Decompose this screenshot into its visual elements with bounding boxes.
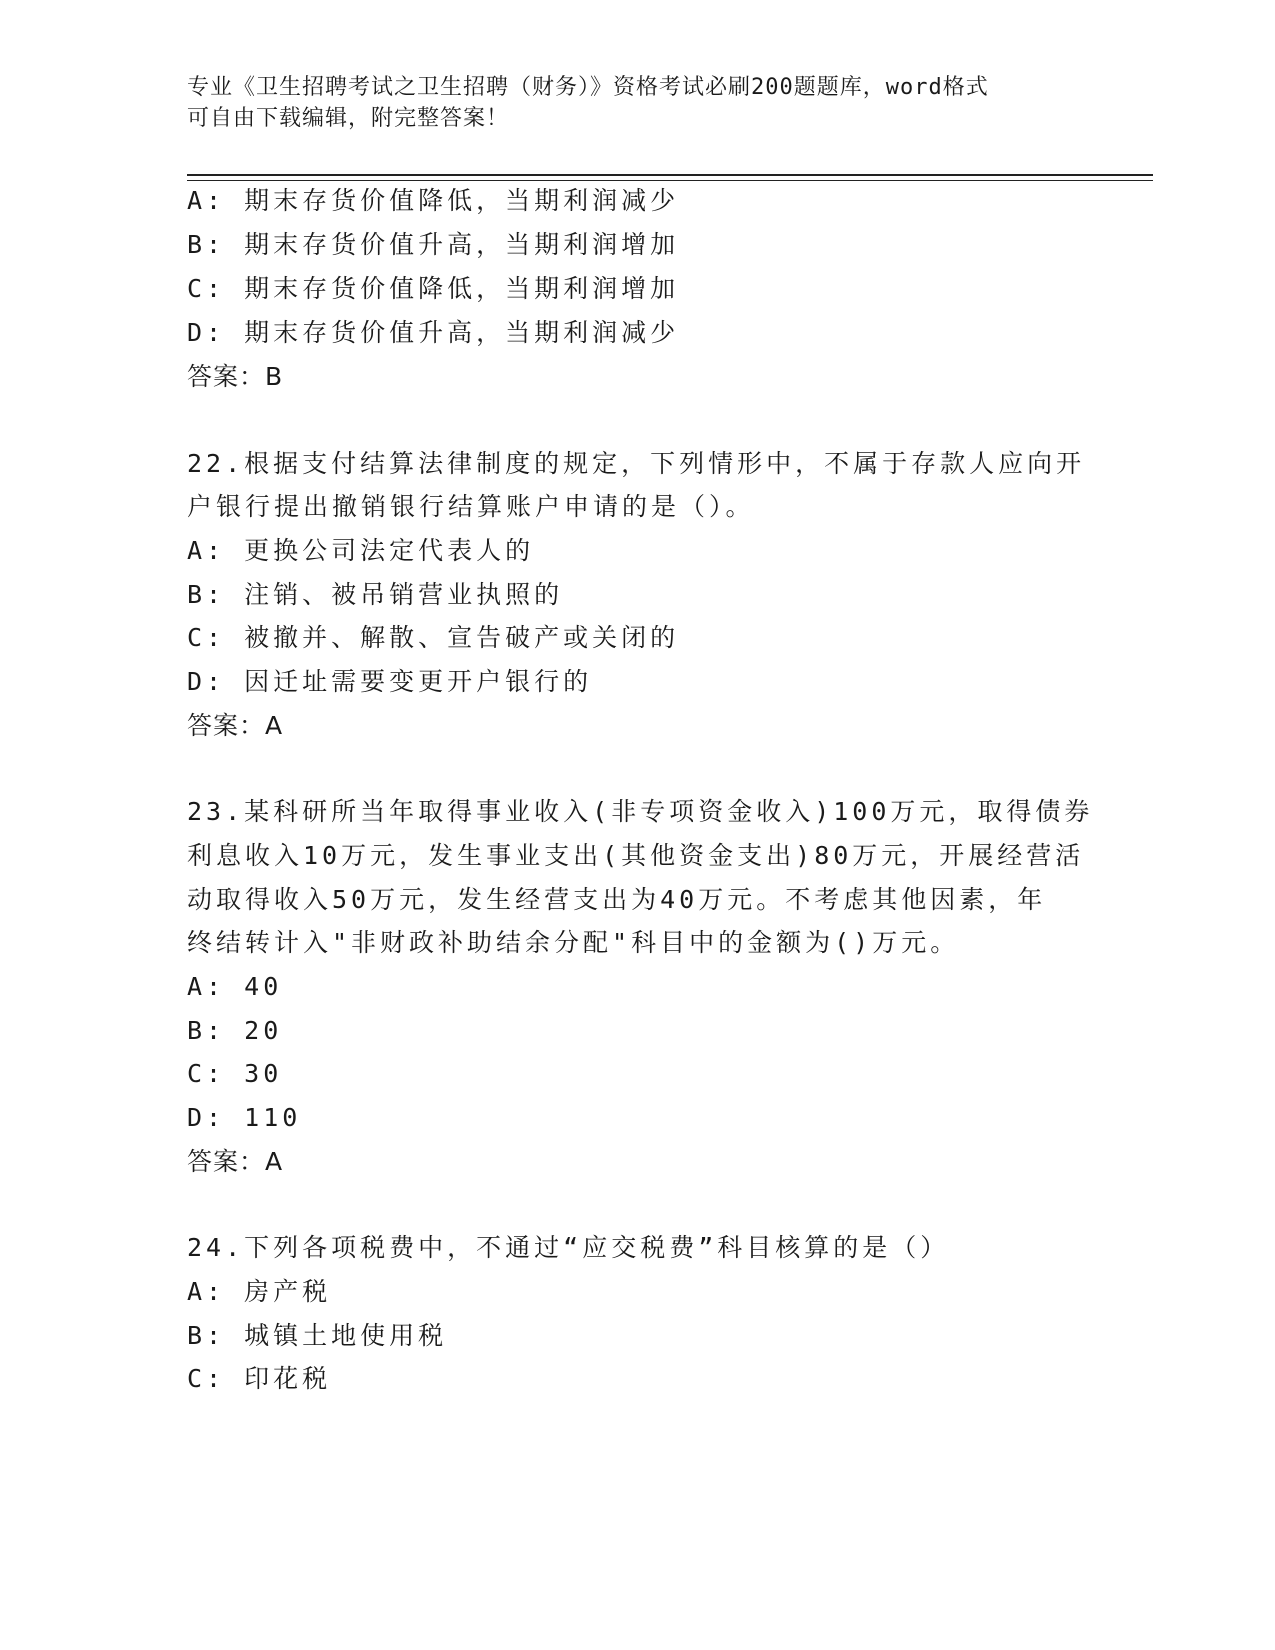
- q23-answer: 答案：A: [187, 1147, 284, 1176]
- q21-option-c: C: 期末存货价值降低，当期利润增加: [187, 274, 680, 303]
- q23-stem-line-1: 23.某科研所当年取得事业收入(非专项资金收入)100万元，取得债券: [187, 797, 1094, 826]
- q22-option-b: B: 注销、被吊销营业执照的: [187, 580, 564, 609]
- q23-option-a: A: 40: [187, 972, 283, 1001]
- q22-option-a: A: 更换公司法定代表人的: [187, 536, 535, 565]
- q21-answer: 答案：B: [187, 362, 284, 391]
- q24-option-c: C: 印花税: [187, 1364, 332, 1393]
- header-line-2: 可自由下载编辑，附完整答案！: [187, 106, 510, 131]
- header-rule-thick: [187, 174, 1153, 176]
- q23-option-b: B: 20: [187, 1016, 283, 1045]
- q22-answer: 答案：A: [187, 711, 284, 740]
- q22-option-c: C: 被撤并、解散、宣告破产或关闭的: [187, 623, 680, 652]
- header-line-1: 专业《卫生招聘考试之卫生招聘（财务）》资格考试必刷200题题库，word格式: [187, 75, 989, 100]
- q23-option-d: D: 110: [187, 1103, 302, 1132]
- q24-stem-line-1: 24.下列各项税费中，不通过“应交税费”科目核算的是（）: [187, 1233, 950, 1262]
- q21-option-d: D: 期末存货价值升高，当期利润减少: [187, 318, 680, 347]
- q21-option-b: B: 期末存货价值升高，当期利润增加: [187, 230, 680, 259]
- q23-stem-line-3: 动取得收入50万元，发生经营支出为40万元。不考虑其他因素，年: [187, 885, 1047, 914]
- q24-option-a: A: 房产税: [187, 1277, 332, 1306]
- q23-option-c: C: 30: [187, 1059, 283, 1088]
- q22-stem-line-2: 户银行提出撤销银行结算账户申请的是（）。: [187, 492, 755, 521]
- q21-option-a: A: 期末存货价值降低，当期利润减少: [187, 186, 680, 215]
- q24-option-b: B: 城镇土地使用税: [187, 1321, 448, 1350]
- header-rule-thin: [187, 180, 1153, 181]
- q22-stem-line-1: 22.根据支付结算法律制度的规定，下列情形中，不属于存款人应向开: [187, 449, 1086, 478]
- document-header: [187, 72, 1067, 134]
- q23-stem-line-4: 终结转计入"非财政补助结余分配"科目中的金额为()万元。: [187, 928, 960, 957]
- q22-option-d: D: 因迁址需要变更开户银行的: [187, 667, 593, 696]
- q23-stem-line-2: 利息收入10万元，发生事业支出(其他资金支出)80万元，开展经营活: [187, 841, 1085, 870]
